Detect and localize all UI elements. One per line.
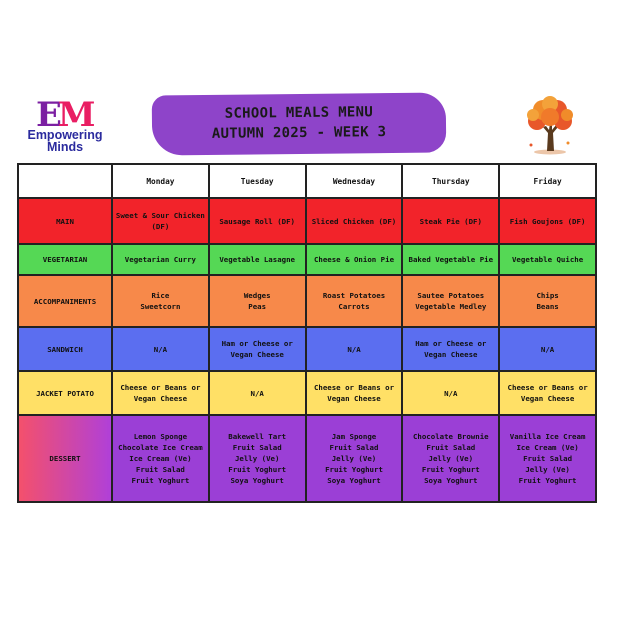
menu-item: Bakewell Tart — [228, 432, 287, 441]
menu-item: Chips — [536, 291, 559, 300]
menu-item: Peas — [248, 302, 267, 311]
menu-item: Baked Vegetable Pie — [408, 255, 494, 264]
menu-cell — [402, 198, 499, 244]
menu-item: Lemon Sponge — [133, 432, 188, 441]
menu-item: Jam Sponge — [331, 432, 377, 441]
menu-item: N/A — [540, 344, 555, 354]
menu-table — [17, 163, 597, 503]
title-banner — [152, 92, 447, 155]
menu-item: Cheese or Beans or — [313, 383, 395, 392]
menu-cell — [209, 415, 306, 502]
menu-cell — [402, 415, 499, 502]
menu-item: Cheese or Beans or — [507, 383, 588, 392]
logo-brand-line2: Minds — [46, 140, 84, 154]
menu-cell — [499, 415, 596, 502]
menu-item: Vegan Cheese — [133, 394, 188, 403]
logo-brand-line1: Empowering — [27, 128, 103, 142]
menu-item: Vegetarian Curry — [124, 255, 196, 264]
menu-item: Vegetable Lasagne — [219, 255, 296, 264]
menu-item: Sliced Chicken (DF) — [311, 216, 397, 226]
menu-cell — [306, 371, 403, 415]
menu-item: Jelly (Ve) — [234, 454, 280, 463]
menu-cell — [306, 327, 403, 371]
day-header-tuesday: Tuesday — [209, 164, 306, 198]
menu-cell — [402, 275, 499, 327]
menu-cell — [306, 415, 403, 502]
menu-cell — [499, 275, 596, 327]
menu-item: Jelly (Ve) — [428, 454, 474, 463]
menu-item: N/A — [153, 344, 168, 354]
menu-item: Vegetable Medley — [415, 302, 487, 311]
banner-title: SCHOOL MEALS MENU — [224, 104, 374, 122]
logo-wordmark — [20, 129, 110, 153]
menu-item: Wedges — [243, 291, 271, 300]
menu-item: Ice Cream (Ve) — [516, 443, 579, 452]
menu-item: Cheese & Onion Pie — [313, 255, 395, 264]
menu-cell — [209, 198, 306, 244]
menu-item: Cheese or Beans or — [120, 383, 201, 392]
banner-subtitle: AUTUMN 2025 - WEEK 3 — [211, 124, 387, 142]
menu-cell — [112, 275, 209, 327]
menu-row-sandwich — [18, 327, 596, 371]
menu-item: Fruit Yoghurt — [228, 465, 287, 474]
menu-item: Sausage Roll (DF) — [219, 216, 296, 226]
menu-item: Fruit Yoghurt — [325, 465, 383, 474]
menu-row-vegetarian — [18, 244, 596, 275]
menu-cell — [209, 275, 306, 327]
menu-item: Vegan Cheese — [424, 350, 478, 359]
menu-row-jacket-potato — [18, 371, 596, 415]
menu-cell — [112, 415, 209, 502]
row-label: JACKET POTATO — [18, 371, 112, 415]
menu-cell — [499, 244, 596, 275]
menu-row-accompaniments — [18, 275, 596, 327]
menu-item: Sweetcorn — [140, 302, 181, 311]
menu-cell — [112, 371, 209, 415]
menu-cell — [306, 198, 403, 244]
day-header-row — [18, 164, 596, 198]
menu-item: N/A — [347, 344, 361, 354]
menu-item: Vegan Cheese — [327, 394, 381, 403]
menu-item: Carrots — [338, 302, 370, 311]
menu-item: Sweet & Sour Chicken — [115, 211, 205, 220]
row-label: VEGETARIAN — [18, 244, 112, 275]
menu-cell — [402, 327, 499, 371]
menu-item: Steak Pie (DF) — [419, 216, 482, 226]
menu-item: Soya Yoghurt — [424, 476, 478, 485]
corner-cell — [18, 164, 112, 198]
menu-item: Fish Goujons (DF) — [509, 216, 586, 226]
row-label: DESSERT — [18, 415, 112, 502]
day-header-wednesday: Wednesday — [306, 164, 403, 198]
menu-body — [18, 198, 596, 502]
menu-cell — [112, 198, 209, 244]
menu-cell — [499, 371, 596, 415]
menu-cell — [112, 327, 209, 371]
menu-row-main — [18, 198, 596, 244]
menu-item: Chocolate Ice Cream — [118, 443, 203, 452]
menu-item: Fruit Salad — [232, 443, 282, 452]
menu-item: Soya Yoghurt — [327, 476, 381, 485]
empowering-minds-logo — [20, 95, 110, 160]
menu-item: Fruit Salad — [426, 443, 476, 452]
menu-cell — [209, 327, 306, 371]
menu-item: Roast Potatoes — [322, 291, 386, 300]
row-label: ACCOMPANIMENTS — [18, 275, 112, 327]
menu-item: Fruit Salad — [523, 454, 573, 463]
menu-item: Ham or Cheese or — [415, 339, 487, 348]
menu-cell — [499, 198, 596, 244]
menu-item: Vegan Cheese — [230, 350, 284, 359]
day-header-thursday: Thursday — [402, 164, 499, 198]
menu-item: Fruit Yoghurt — [518, 476, 577, 485]
menu-cell — [306, 275, 403, 327]
menu-row-dessert — [18, 415, 596, 502]
menu-item: Fruit Yoghurt — [421, 465, 480, 474]
menu-item: Jelly (Ve) — [331, 454, 377, 463]
menu-item: Rice — [151, 291, 170, 300]
menu-item: Ham or Cheese or — [221, 339, 293, 348]
menu-item: Fruit Yoghurt — [131, 476, 190, 485]
menu-item: Fruit Salad — [329, 443, 379, 452]
menu-cell — [402, 371, 499, 415]
logo-monogram: EM — [36, 95, 92, 135]
menu-item: N/A — [250, 388, 264, 398]
menu-item: Chocolate Brownie — [412, 432, 489, 441]
day-header-friday: Friday — [499, 164, 596, 198]
autumn-tree-icon — [523, 95, 577, 155]
menu-item: N/A — [444, 388, 458, 398]
menu-cell — [306, 244, 403, 275]
menu-item: Soya Yoghurt — [230, 476, 284, 485]
menu-cell — [499, 327, 596, 371]
menu-item: (DF) — [151, 222, 170, 231]
day-header-monday: Monday — [112, 164, 209, 198]
menu-item: Beans — [536, 302, 559, 311]
menu-cell — [209, 244, 306, 275]
menu-cell — [209, 371, 306, 415]
menu-item: Vegetable Quiche — [511, 255, 584, 264]
row-label: MAIN — [18, 198, 112, 244]
menu-item: Fruit Salad — [135, 465, 185, 474]
row-label: SANDWICH — [18, 327, 112, 371]
menu-item: Sautee Potatoes — [417, 291, 485, 300]
menu-item: Ice Cream (Ve) — [129, 454, 192, 463]
menu-item: Vegan Cheese — [520, 394, 575, 403]
menu-cell — [112, 244, 209, 275]
menu-item: Vanilla Ice Cream — [509, 432, 586, 441]
menu-cell — [402, 244, 499, 275]
menu-item: Jelly (Ve) — [525, 465, 570, 474]
